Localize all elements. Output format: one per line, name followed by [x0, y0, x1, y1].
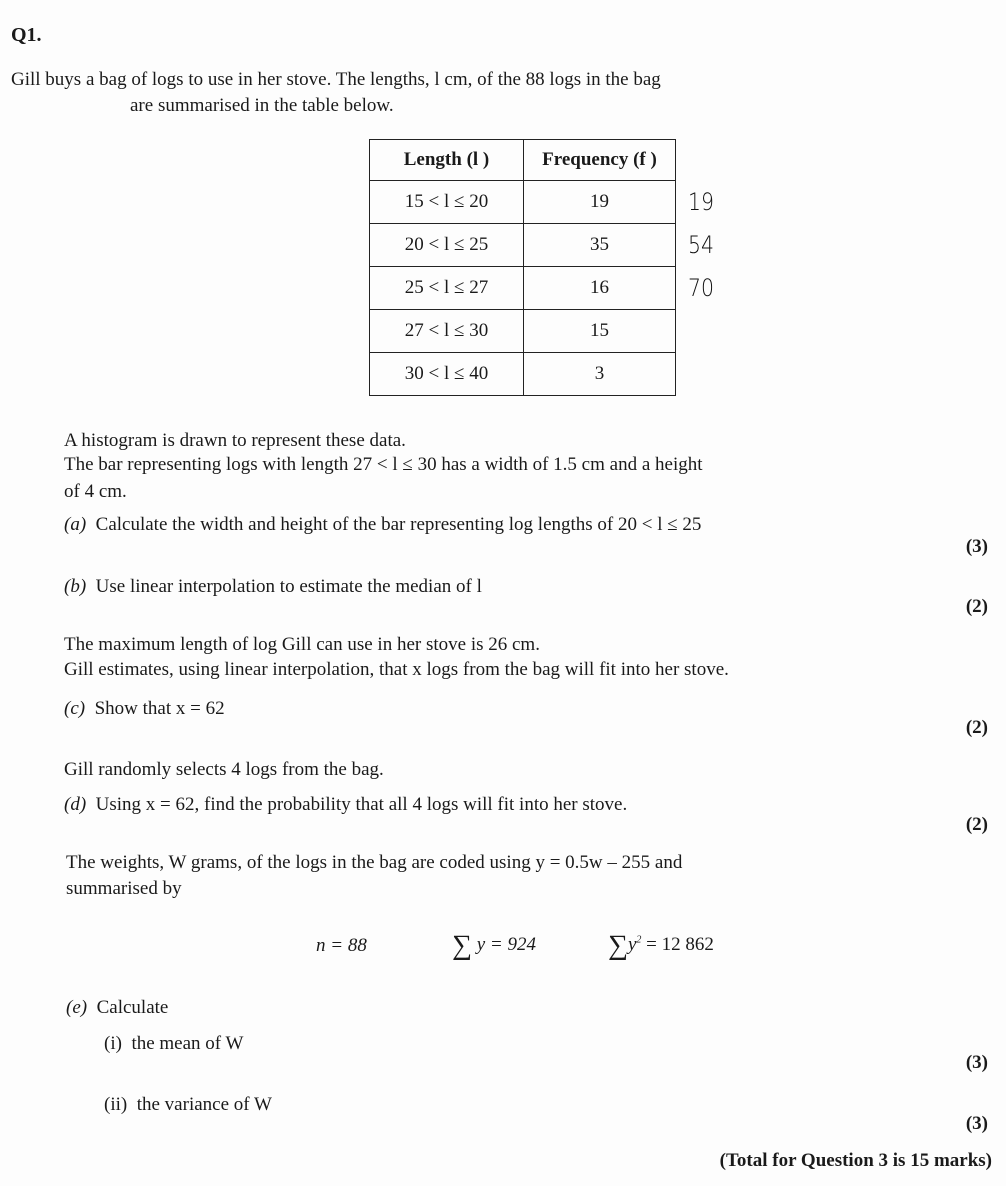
- histogram-text-3: of 4 cm.: [64, 481, 127, 502]
- part-c-label: (c): [64, 698, 86, 719]
- frequency-cell: 15: [524, 310, 676, 353]
- part-e-ii-marks: (3): [965, 1113, 988, 1134]
- part-d-text: Using x = 62, find the probability that all 4 logs will fit into her stove.: [95, 794, 628, 815]
- part-e-i-text: the mean of W: [131, 1033, 244, 1054]
- stove-text-2: Gill estimates, using linear interpolation, that x logs from the bag will fit into her stove.: [64, 659, 729, 680]
- length-cell: 27 < l ≤ 30: [370, 310, 524, 353]
- table-row: [370, 224, 676, 267]
- summary-sum-y2: [608, 930, 714, 962]
- length-cell: 30 < l ≤ 40: [370, 353, 524, 396]
- length-cell: 25 < l ≤ 27: [370, 267, 524, 310]
- table-row: [370, 353, 676, 396]
- column-header-length: Length (l ): [370, 140, 524, 181]
- select-text: Gill randomly selects 4 logs from the bag.: [64, 759, 384, 780]
- total-marks: (Total for Question 3 is 15 marks): [719, 1150, 992, 1171]
- table-row: [370, 267, 676, 310]
- handwritten-note: 54: [688, 231, 714, 259]
- part-a-marks: (3): [965, 536, 988, 557]
- part-e-ii: [104, 1094, 272, 1116]
- frequency-cell: 16: [524, 267, 676, 310]
- stove-text-1: The maximum length of log Gill can use in her stove is 26 cm.: [64, 634, 540, 655]
- intro-line-1: Gill buys a bag of logs to use in her stove. The lengths, l cm, of the 88 logs in the bag: [11, 69, 661, 90]
- question-number: Q1.: [11, 24, 42, 46]
- handwritten-note: 19: [688, 188, 714, 216]
- frequency-cell: 35: [524, 224, 676, 267]
- part-c-text: Show that x = 62: [94, 698, 225, 719]
- table-row: [370, 181, 676, 224]
- table-header-row: [370, 140, 676, 181]
- sum-y-value: y = 924: [476, 934, 536, 955]
- part-c-marks: (2): [965, 717, 988, 738]
- summary-sum-y: [452, 930, 536, 962]
- part-b-marks: (2): [965, 596, 988, 617]
- part-b-label: (b): [64, 576, 87, 597]
- histogram-text-1: A histogram is drawn to represent these data.: [64, 430, 406, 451]
- intro-line-2: are summarised in the table below.: [130, 95, 394, 116]
- part-b-text: Use linear interpolation to estimate the median of l: [95, 576, 482, 597]
- frequency-table: [369, 139, 676, 396]
- column-header-frequency: Frequency (f ): [524, 140, 676, 181]
- part-c: [64, 698, 225, 720]
- part-e: [66, 997, 168, 1019]
- frequency-cell: 19: [524, 181, 676, 224]
- part-d-label: (d): [64, 794, 87, 815]
- part-e-i-marks: (3): [965, 1052, 988, 1073]
- part-b: [64, 576, 482, 598]
- length-cell: 15 < l ≤ 20: [370, 181, 524, 224]
- sigma-icon: ∑: [608, 930, 628, 961]
- sigma-icon: ∑: [452, 930, 472, 961]
- part-e-text: Calculate: [96, 997, 169, 1018]
- summary-n: n = 88: [316, 935, 367, 956]
- histogram-text-2: The bar representing logs with length 27 < l ≤ 30 has a width of 1.5 cm and a height: [64, 454, 703, 475]
- length-cell: 20 < l ≤ 25: [370, 224, 524, 267]
- part-e-i-label: (i): [104, 1033, 122, 1054]
- frequency-cell: 3: [524, 353, 676, 396]
- part-d: [64, 794, 627, 816]
- sum-y2-value: = 12 862: [646, 934, 714, 955]
- part-e-i: [104, 1033, 243, 1055]
- part-a-label: (a): [64, 514, 87, 535]
- part-a: [64, 514, 701, 536]
- table-row: [370, 310, 676, 353]
- handwritten-note: 70: [688, 274, 714, 302]
- y-squared-symbol: $y^2$: [627, 934, 642, 955]
- part-d-marks: (2): [965, 814, 988, 835]
- part-e-ii-text: the variance of W: [136, 1094, 272, 1115]
- part-a-text: Calculate the width and height of the bar representing log lengths of 20 < l ≤ 25: [95, 514, 702, 535]
- part-e-label: (e): [66, 997, 88, 1018]
- weights-text-2: summarised by: [66, 878, 182, 899]
- part-e-ii-label: (ii): [104, 1094, 128, 1115]
- weights-text-1: The weights, W grams, of the logs in the bag are coded using y = 0.5w – 255 and: [66, 852, 683, 873]
